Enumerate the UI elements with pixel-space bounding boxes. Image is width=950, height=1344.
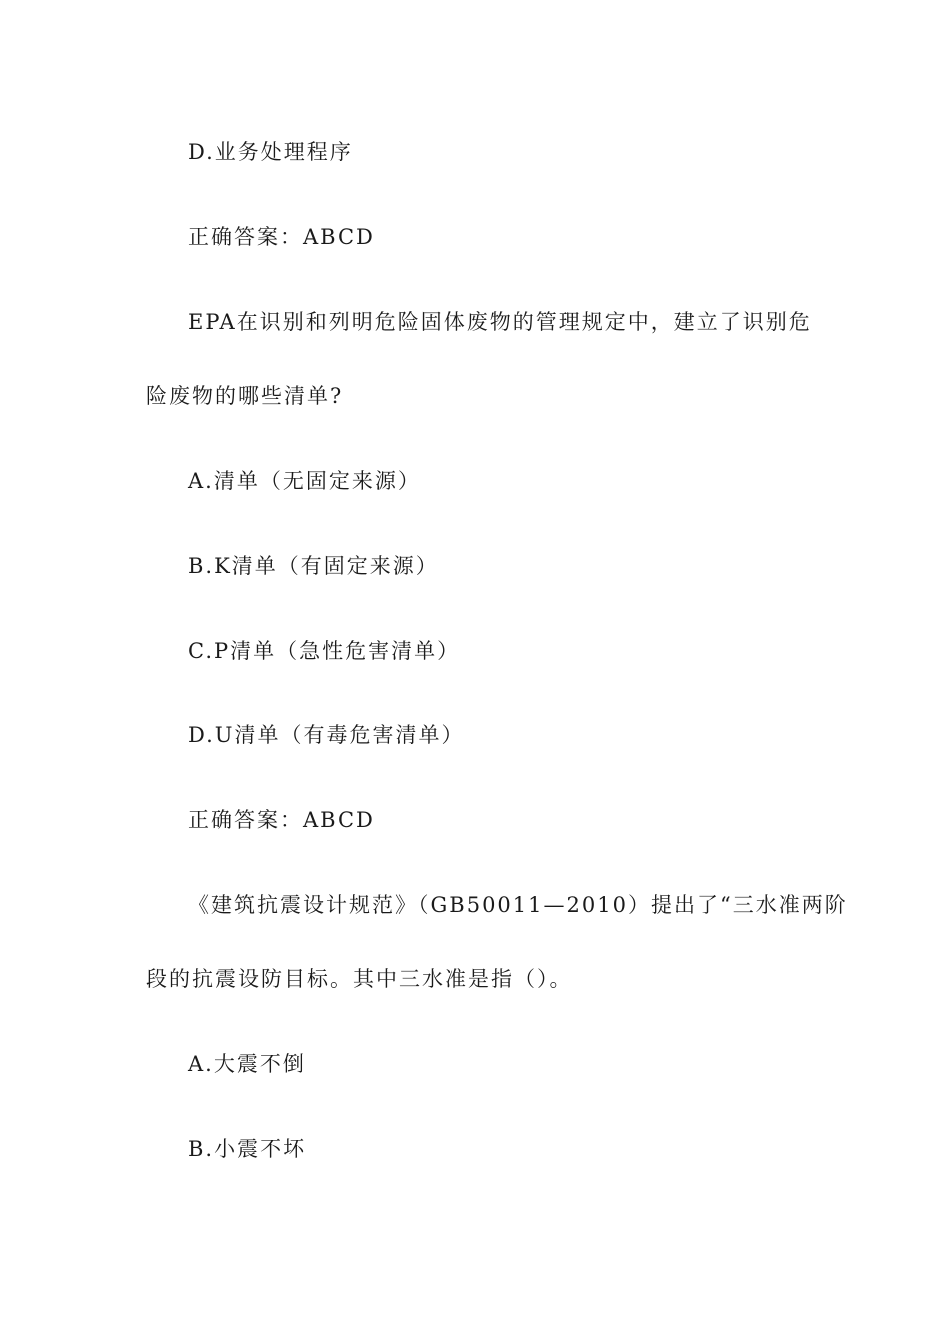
q2-answer: 正确答案：ABCD: [188, 808, 375, 832]
q3-question-line1: 《建筑抗震设计规范》（GB50011—2010）提出了“三水准两阶: [188, 893, 848, 917]
q3-option-a: A.大震不倒: [188, 1052, 306, 1076]
q2-question-line1: EPA在识别和列明危险固体废物的管理规定中，建立了识别危: [188, 310, 812, 334]
q2-option-d: D.U清单（有毒危害清单）: [188, 723, 465, 747]
q3-option-b: B.小震不坏: [188, 1137, 307, 1161]
q2-option-a: A.清单（无固定来源）: [188, 469, 421, 493]
q2-question-line2: 险废物的哪些清单?: [146, 384, 344, 408]
q3-question-line2: 段的抗震设防目标。其中三水准是指（）。: [146, 967, 573, 991]
q2-option-c: C.P清单（急性危害清单）: [188, 639, 461, 663]
q2-option-b: B.K清单（有固定来源）: [188, 554, 439, 578]
q1-answer: 正确答案：ABCD: [188, 225, 375, 249]
q1-option-d: D.业务处理程序: [188, 140, 353, 164]
